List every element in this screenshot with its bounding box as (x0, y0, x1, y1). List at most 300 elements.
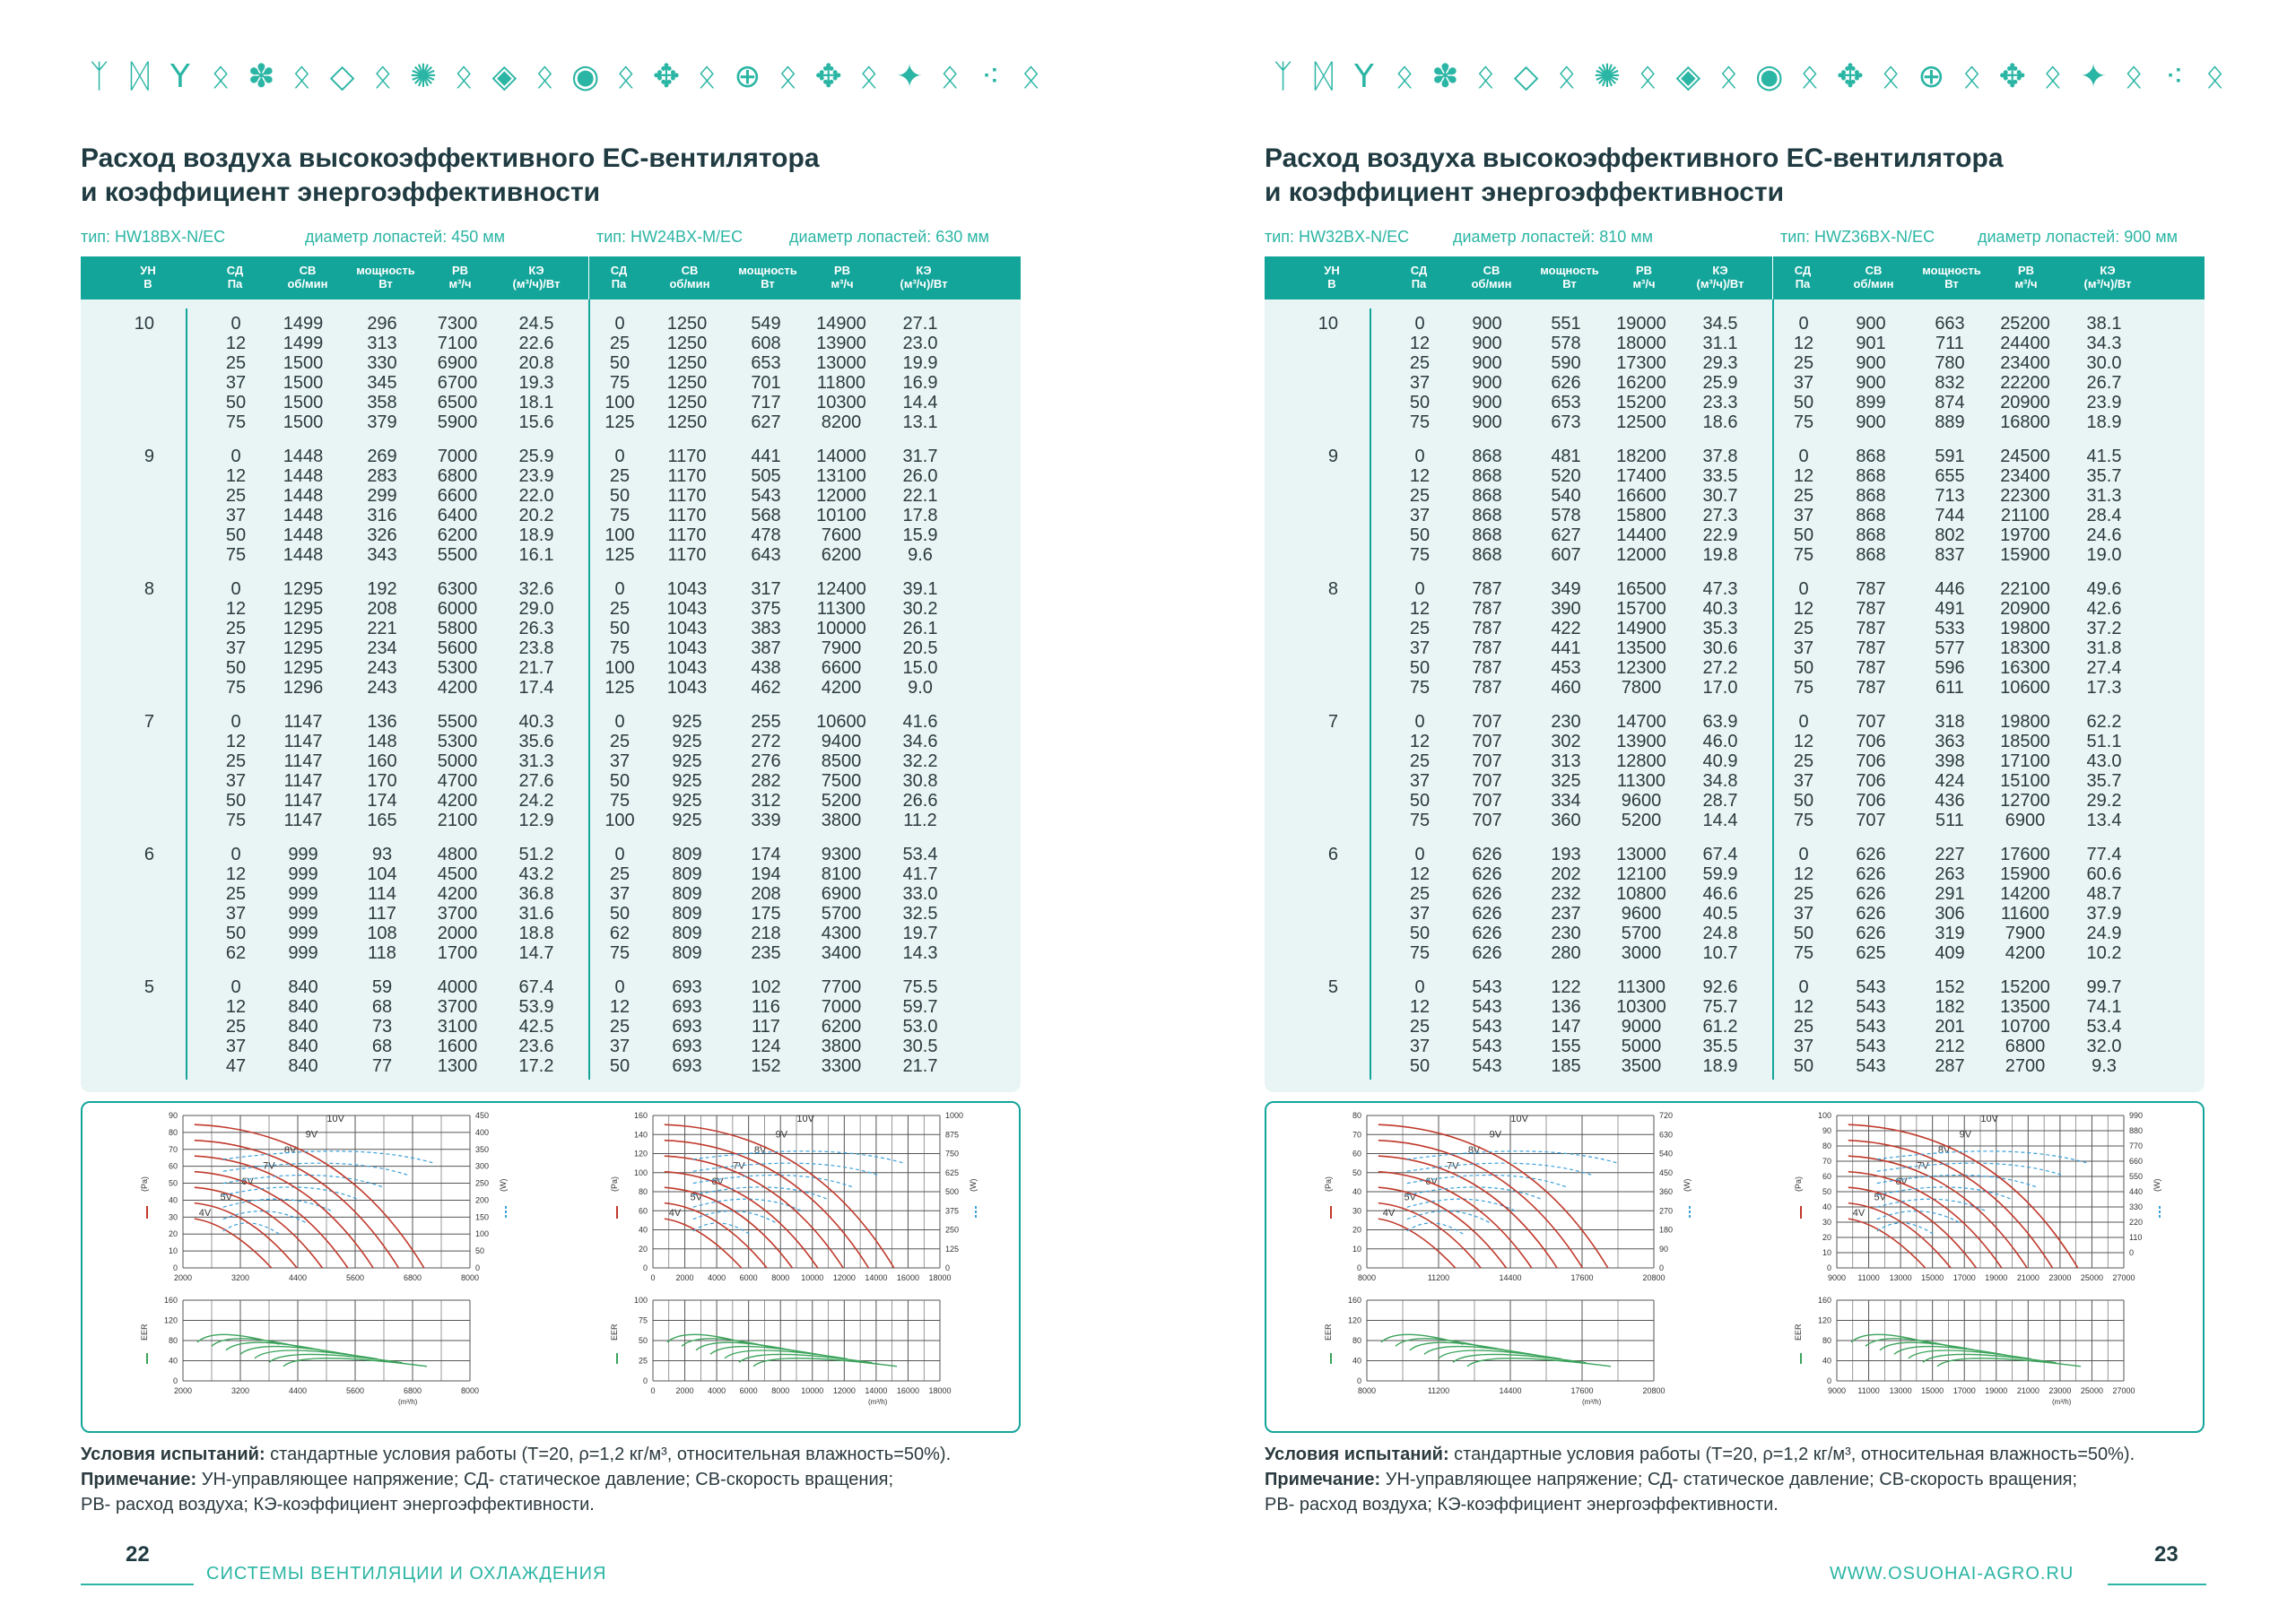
ornament-glyph: ᛟ (1638, 58, 1657, 95)
voltage-curve-label: 5V (220, 1192, 233, 1203)
ornament-glyph: ᛟ (778, 58, 798, 95)
col-rv: 25200 24400 23400 22200 20900 16800 (2000, 314, 2050, 432)
eer-x-tick-label: 25000 (2080, 1386, 2103, 1395)
y2-tick-label: 0 (475, 1263, 481, 1272)
x-tick-label: 4400 (288, 1273, 308, 1282)
x-tick-label: 16000 (896, 1273, 919, 1282)
voltage-label: 5 (144, 977, 154, 997)
eer-x-tick-label: 23000 (2048, 1386, 2072, 1395)
header-rv: РВ м³/ч (831, 264, 854, 291)
voltage-curve-label: 9V (1489, 1129, 1502, 1141)
eer-tick-label: 40 (168, 1356, 178, 1366)
col-ke: 62.2 51.1 43.0 35.7 29.2 13.4 (2086, 712, 2122, 830)
y2-tick-label: 875 (945, 1130, 960, 1140)
voltage-curve-label: 10V (796, 1114, 814, 1125)
y2-tick-label: 400 (475, 1127, 490, 1137)
col-sd: 0 25 37 50 75 100 (604, 712, 635, 830)
power-axis-label: (W) (2152, 1178, 2161, 1192)
voltage-label: 5 (1327, 977, 1338, 997)
chart-pressure-a (1266, 1103, 1733, 1431)
x-tick-label: 14400 (1499, 1273, 1522, 1282)
col-rv: 11300 10300 9000 5000 3500 (1616, 977, 1666, 1076)
col-sd: 0 12 25 37 50 75 (1793, 314, 1814, 432)
voltage-label: 8 (1327, 579, 1338, 599)
col-pw: 446 491 533 577 596 611 (1935, 579, 1965, 698)
page-23 (1148, 0, 2296, 1623)
voltage-label: 9 (1327, 447, 1338, 466)
col-sv: 787 787 787 787 787 787 (1856, 579, 1886, 698)
ornament-glyph: ✽ (1431, 58, 1459, 95)
x-tick-label: 6800 (403, 1273, 422, 1282)
x-tick-label: 3200 (230, 1273, 250, 1282)
x-tick-label: 27000 (2112, 1273, 2135, 1282)
eer-tick-label: 80 (1352, 1336, 1361, 1345)
voltage-label: 7 (1327, 712, 1338, 732)
col-sv: 1295 1295 1295 1295 1295 1296 (283, 579, 324, 698)
ornament-glyph: ◉ (1754, 58, 1784, 95)
power-curve (1877, 1187, 2011, 1199)
eer-axis-label: EER (1324, 1324, 1333, 1341)
col-ke: 49.6 42.6 37.2 31.8 27.4 17.3 (2086, 579, 2122, 698)
col-sv: 868 868 868 868 868 868 (1856, 447, 1886, 565)
voltage-curve-label: 7V (733, 1160, 745, 1172)
ornament-glyph: ✺ (1593, 58, 1622, 95)
y-tick-label: 90 (168, 1111, 178, 1120)
col-rv: 10600 9400 8500 7500 5200 3800 (816, 712, 866, 830)
x-tick-label: 8000 (460, 1273, 480, 1282)
x-tick-label: 11000 (1857, 1273, 1880, 1282)
eer-tick-label: 0 (1356, 1376, 1361, 1385)
voltage-curve-label: 9V (305, 1129, 318, 1141)
voltage-curve-label: 10V (326, 1114, 344, 1125)
y2-tick-label: 100 (475, 1229, 490, 1239)
y2-tick-label: 0 (2129, 1248, 2135, 1257)
ornament-glyph: Y (170, 58, 190, 95)
x-tick-label: 18000 (928, 1273, 952, 1282)
y-tick-label: 10 (1822, 1248, 1831, 1257)
voltage-curve-label: 6V (711, 1176, 724, 1188)
ornament-glyph: ✥ (814, 58, 842, 95)
voltage-curve-label: 10V (1980, 1114, 1998, 1125)
col-sv: 693 693 693 693 693 (672, 977, 702, 1076)
y-tick-label: 30 (1822, 1218, 1831, 1227)
voltage-label: 10 (1318, 314, 1338, 334)
y2-tick-label: 720 (1659, 1111, 1674, 1120)
col-sv: 999 999 999 999 999 999 (288, 845, 318, 963)
col-pw: 192 208 221 234 243 243 (367, 579, 397, 698)
eer-tick-label: 80 (1822, 1336, 1831, 1345)
voltage-group (81, 977, 1021, 1092)
col-pw: 318 363 398 424 436 511 (1935, 712, 1965, 830)
col-rv: 4000 3700 3100 1600 1300 (437, 977, 478, 1076)
eer-axis-label: EER (610, 1324, 619, 1341)
col-ke: 40.3 35.6 31.3 27.6 24.2 12.9 (518, 712, 554, 830)
unit-label: (m³/h) (398, 1398, 418, 1406)
y-tick-label: 30 (168, 1212, 178, 1222)
y2-tick-label: 220 (2129, 1218, 2144, 1227)
col-rv: 15200 13500 10700 6800 2700 (2000, 977, 2050, 1076)
power-curve (223, 1199, 332, 1211)
eer-x-tick-label: 2000 (675, 1386, 694, 1395)
header-sd: СД Па (610, 264, 628, 291)
chart-pressure-b (1736, 1103, 2203, 1431)
page-title: Расход воздуха высокоэффективного ЕС-вентилятора и коэффициент энергоэффективности (1265, 143, 2004, 207)
ornament-glyph: ᛟ (535, 58, 555, 95)
header-ke: КЭ (м³/ч)/Вт (512, 264, 561, 291)
ornament-glyph: ᛟ (1475, 58, 1496, 95)
x-tick-label: 0 (650, 1273, 656, 1282)
col-rv: 6300 6000 5800 5600 5300 4200 (437, 579, 478, 698)
header-power: мощность Вт (1922, 264, 1981, 291)
power-curve (693, 1199, 802, 1211)
voltage-curve-label: 4V (1382, 1208, 1396, 1219)
divider (1772, 256, 1773, 299)
col-sv: 1147 1147 1147 1147 1147 1147 (283, 712, 323, 830)
col-sd: 0 12 25 37 50 75 (1793, 845, 1814, 963)
voltage-curve-label: 7V (1917, 1160, 1929, 1172)
voltage-curve-label: 8V (283, 1145, 297, 1157)
col-sd: 0 12 25 37 50 (1793, 977, 1814, 1076)
ornament-glyph: ᛟ (697, 58, 717, 95)
col-pw: 549 608 653 701 717 627 (751, 314, 781, 432)
eer-x-tick-label: 16000 (896, 1386, 919, 1395)
eer-tick-label: 120 (1817, 1315, 1831, 1325)
col-sd: 0 12 25 37 50 75 (1793, 712, 1814, 830)
x-tick-label: 11200 (1427, 1273, 1450, 1282)
eer-x-tick-label: 10000 (801, 1386, 824, 1395)
header-sv: СВ об/мин (287, 264, 328, 291)
col-rv: 9300 8100 6900 5700 4300 3400 (821, 845, 862, 963)
y2-tick-label: 750 (945, 1149, 960, 1159)
type-a: тип: HW18BX-N/EC (81, 228, 226, 246)
y2-tick-label: 0 (1659, 1263, 1665, 1272)
col-ke: 99.7 74.1 53.4 32.0 9.3 (2086, 977, 2122, 1076)
col-pw: 152 182 201 212 287 (1935, 977, 1965, 1076)
col-ke: 51.2 43.2 36.8 31.6 18.8 14.7 (518, 845, 554, 963)
voltage-curve-label: 6V (1425, 1176, 1438, 1188)
eer-tick-label: 0 (1826, 1376, 1831, 1385)
col-pw: 230 302 313 325 334 360 (1551, 712, 1581, 830)
col-sv: 1499 1499 1500 1500 1500 1500 (283, 314, 324, 432)
ornament-glyph: ᛟ (291, 58, 312, 95)
col-sd: 0 12 25 37 50 75 (225, 712, 247, 830)
type-b: тип: HW24BX-M/EC (596, 228, 744, 246)
power-curve (1407, 1187, 1541, 1199)
voltage-curve-label: 8V (1937, 1145, 1951, 1157)
ornament-glyph: ᛟ (1021, 58, 1041, 95)
y-tick-label: 20 (638, 1244, 648, 1254)
y-tick-label: 70 (168, 1144, 178, 1154)
col-ke: 63.9 46.0 40.9 34.8 28.7 14.4 (1702, 712, 1738, 830)
col-sv: 543 543 543 543 543 (1856, 977, 1886, 1076)
col-sv: 809 809 809 809 809 809 (672, 845, 702, 963)
col-rv: 22100 20900 19800 18300 16300 10600 (2000, 579, 2050, 698)
y-tick-label: 20 (1352, 1225, 1361, 1235)
eer-tick-label: 160 (1817, 1296, 1831, 1305)
y-tick-label: 80 (638, 1187, 648, 1196)
voltage-curve-label: 9V (1959, 1129, 1972, 1141)
col-ke: 37.8 33.5 30.7 27.3 22.9 19.8 (1702, 447, 1738, 565)
eer-x-tick-label: 6000 (739, 1386, 758, 1395)
header-un: УН В (1324, 264, 1340, 291)
col-rv: 12400 11300 10000 7900 6600 4200 (816, 579, 866, 698)
eer-tick-label: 80 (168, 1336, 178, 1345)
voltage-curve-label: 4V (668, 1208, 682, 1219)
voltage-label: 7 (144, 712, 154, 732)
ornament-glyph: ✦ (2079, 58, 2108, 95)
voltage-label: 6 (1327, 845, 1338, 864)
x-tick-label: 10000 (801, 1273, 824, 1282)
y2-tick-label: 125 (945, 1244, 960, 1254)
eer-tick-label: 0 (172, 1376, 178, 1385)
page-number: 22 (126, 1542, 150, 1567)
x-tick-label: 8000 (771, 1273, 790, 1282)
y-tick-label: 0 (1356, 1263, 1361, 1272)
voltage-curve-label: 4V (198, 1208, 212, 1219)
y2-tick-label: 630 (1659, 1130, 1674, 1140)
y-tick-label: 100 (633, 1167, 648, 1177)
col-sd: 0 12 25 37 50 75 (1793, 447, 1814, 565)
ornament-row (1265, 56, 2233, 99)
col-pw: 317 375 383 387 438 462 (751, 579, 781, 698)
voltage-group (1265, 977, 2205, 1092)
col-pw: 102 116 117 124 152 (751, 977, 781, 1076)
x-tick-label: 23000 (2048, 1273, 2072, 1282)
x-tick-label: 2000 (675, 1273, 694, 1282)
col-sd: 0 12 25 37 50 75 (1793, 579, 1814, 698)
data-table (1265, 256, 2205, 1092)
ornament-glyph: ⊕ (734, 58, 761, 95)
col-rv: 17600 15900 14200 11600 7900 4200 (2000, 845, 2050, 963)
eer-x-tick-label: 0 (650, 1386, 656, 1395)
eer-x-tick-label: 19000 (1985, 1386, 2008, 1395)
y2-tick-label: 250 (475, 1178, 490, 1188)
y-tick-label: 0 (642, 1263, 648, 1272)
y2-tick-label: 0 (945, 1263, 951, 1272)
y2-tick-label: 375 (945, 1206, 960, 1216)
col-sd: 0 12 25 37 50 62 (225, 845, 247, 963)
y-tick-label: 80 (168, 1127, 178, 1137)
ornament-glyph: ᛟ (2205, 58, 2225, 95)
y2-tick-label: 350 (475, 1144, 490, 1154)
voltage-group (1265, 447, 2205, 572)
voltage-label: 9 (144, 447, 154, 466)
y-tick-label: 100 (1817, 1111, 1831, 1120)
power-axis-label: (W) (499, 1178, 508, 1192)
eer-x-tick-label: 27000 (2112, 1386, 2135, 1395)
x-tick-label: 14000 (865, 1273, 888, 1282)
voltage-group (1265, 845, 2205, 970)
col-rv: 7000 6800 6600 6400 6200 5500 (437, 447, 478, 565)
y2-tick-label: 880 (2129, 1126, 2144, 1135)
eer-x-tick-label: 15000 (1921, 1386, 1944, 1395)
col-ke: 47.3 40.3 35.3 30.6 27.2 17.0 (1702, 579, 1738, 698)
col-sv: 900 900 900 900 900 900 (1472, 314, 1502, 432)
col-ke: 53.4 41.7 33.0 32.5 19.7 14.3 (902, 845, 938, 963)
col-sv: 543 543 543 543 543 (1472, 977, 1502, 1076)
col-sd: 0 12 25 37 50 75 (225, 447, 247, 565)
y-tick-label: 80 (1822, 1141, 1831, 1150)
power-axis-label: (W) (969, 1178, 978, 1192)
notes: Условия испытаний: стандартные условия работы (T=20, ρ=1,2 кг/м³, относительная влажность=50%). Примечание: УН-управляющее напряжение; СД- статическое давление; СВ-скорость вращения; РВ- расход воздуха; КЭ-коэффициент энергоэффективности. (1265, 1445, 2135, 1515)
col-ke: 27.1 23.0 19.9 16.9 14.4 13.1 (902, 314, 938, 432)
eer-tick-label: 100 (633, 1296, 648, 1305)
power-curve (1407, 1211, 1490, 1223)
y-tick-label: 20 (168, 1229, 178, 1239)
y-tick-label: 50 (168, 1178, 178, 1188)
col-sd: 0 12 25 37 50 (609, 977, 631, 1076)
col-pw: 174 194 208 175 218 235 (751, 845, 781, 963)
y2-tick-label: 150 (475, 1212, 490, 1222)
col-ke: 34.5 31.1 29.3 25.9 23.3 18.6 (1702, 314, 1738, 432)
ornament-glyph: ⊕ (1918, 58, 1945, 95)
header-rv: РВ м³/ч (1632, 264, 1656, 291)
chart-panel (81, 1101, 1021, 1433)
ornament-glyph: ᛞ (1313, 58, 1334, 95)
y-tick-label: 40 (638, 1225, 648, 1235)
eer-x-tick-label: 20800 (1642, 1386, 1665, 1395)
ornament-glyph: ᛟ (2124, 58, 2144, 95)
voltage-curve-label: 5V (1404, 1192, 1417, 1203)
y-tick-label: 30 (1352, 1206, 1361, 1216)
col-pw: 349 390 422 441 453 460 (1551, 579, 1581, 698)
col-sv: 787 787 787 787 787 787 (1472, 579, 1502, 698)
unit-label: (m³/h) (1582, 1398, 1602, 1406)
col-sv: 840 840 840 840 840 (288, 977, 318, 1076)
y-tick-label: 90 (1822, 1126, 1831, 1135)
ornament-glyph: ᛟ (616, 58, 636, 95)
power-curve (693, 1187, 827, 1199)
eer-curve (1937, 1358, 2081, 1367)
ornament-row (81, 56, 1049, 99)
voltage-curve-label: 6V (241, 1176, 254, 1188)
col-rv: 5500 5300 5000 4700 4200 2100 (437, 712, 478, 830)
col-ke: 67.4 59.9 46.6 40.5 24.8 10.7 (1702, 845, 1738, 963)
y-tick-label: 140 (633, 1130, 648, 1140)
col-sv: 1250 1250 1250 1250 1250 1250 (666, 314, 708, 432)
ornament-glyph: ◇ (1513, 58, 1539, 95)
y2-tick-label: 330 (2129, 1202, 2144, 1211)
y2-tick-label: 550 (2129, 1172, 2144, 1181)
y-tick-label: 40 (1352, 1187, 1361, 1196)
col-sv: 925 925 925 925 925 925 (672, 712, 702, 830)
y2-tick-label: 990 (2129, 1111, 2144, 1120)
ornament-glyph: Y (1353, 58, 1374, 95)
footer-url[interactable]: WWW.OSUOHAI-AGRO.RU (1830, 1564, 2074, 1584)
power-curve (693, 1211, 776, 1223)
col-ke: 77.4 60.6 48.7 37.9 24.9 10.2 (2086, 845, 2122, 963)
header-ke: КЭ (м³/ч)/Вт (1696, 264, 1744, 291)
voltage-curve-label: 7V (263, 1160, 275, 1172)
eer-curve (1467, 1358, 1611, 1367)
x-tick-label: 20800 (1642, 1273, 1665, 1282)
header-ke: КЭ (м³/ч)/Вт (900, 264, 948, 291)
eer-x-tick-label: 8000 (771, 1386, 790, 1395)
y-tick-label: 10 (168, 1246, 178, 1256)
y2-tick-label: 180 (1659, 1225, 1674, 1235)
y-tick-label: 60 (638, 1206, 648, 1216)
col-sv: 707 707 707 707 707 707 (1472, 712, 1502, 830)
col-pw: 122 136 147 155 185 (1551, 977, 1581, 1076)
col-ke: 25.9 23.9 22.0 20.2 18.9 16.1 (518, 447, 554, 565)
power-curve (1877, 1199, 1986, 1211)
type-b: тип: HWZ36BX-N/EC (1780, 228, 1935, 246)
col-rv: 18200 17400 16600 15800 14400 12000 (1616, 447, 1666, 565)
x-tick-label: 15000 (1921, 1273, 1944, 1282)
eer-x-tick-label: 6800 (403, 1386, 422, 1395)
col-rv: 16500 15700 14900 13500 12300 7800 (1616, 579, 1666, 698)
col-sd: 0 25 50 75 100 125 (604, 314, 635, 432)
chart-pressure-b (552, 1103, 1019, 1431)
diameter-a: диаметр лопастей: 810 мм (1453, 228, 1653, 246)
ornament-glyph: ᛟ (1881, 58, 1900, 95)
eer-x-tick-label: 18000 (928, 1386, 952, 1395)
y2-tick-label: 90 (1659, 1244, 1669, 1254)
y-tick-label: 0 (1826, 1263, 1831, 1272)
eer-tick-label: 120 (1347, 1315, 1361, 1325)
notes: Условия испытаний: стандартные условия работы (T=20, ρ=1,2 кг/м³, относительная влажность=50%). Примечание: УН-управляющее напряжение; СД- статическое давление; СВ-скорость вращения; РВ- расход воздуха; КЭ-коэффициент энергоэффективности. (81, 1445, 952, 1515)
x-tick-label: 8000 (1357, 1273, 1377, 1282)
voltage-label: 6 (144, 845, 154, 864)
x-tick-label: 17000 (1952, 1273, 1976, 1282)
eer-x-tick-label: 4000 (708, 1386, 726, 1395)
power-curve (223, 1151, 433, 1163)
type-a: тип: HW32BX-N/EC (1265, 228, 1410, 246)
col-ke: 41.6 34.6 32.2 30.8 26.6 11.2 (902, 712, 938, 830)
voltage-group (81, 579, 1021, 705)
eer-tick-label: 75 (638, 1315, 648, 1325)
page-title: Расход воздуха высокоэффективного ЕС-вентилятора и коэффициент энергоэффективности (81, 143, 820, 207)
voltage-curve-label: 8V (753, 1145, 767, 1157)
y2-tick-label: 50 (475, 1246, 485, 1256)
ornament-glyph: ✥ (1998, 58, 2026, 95)
col-pw: 59 68 73 68 77 (371, 977, 393, 1076)
voltage-curve-label: 7V (1447, 1160, 1459, 1172)
y2-tick-label: 270 (1659, 1206, 1674, 1216)
ornament-glyph: ✽ (248, 58, 275, 95)
pressure-curve (1848, 1156, 2027, 1268)
type-line (81, 228, 1021, 251)
col-rv: 14900 13900 13000 11800 10300 8200 (816, 314, 866, 432)
header-sv: СВ об/мин (1471, 264, 1512, 291)
col-sd: 0 12 25 37 50 75 (1409, 579, 1431, 698)
col-sv: 868 868 868 868 868 868 (1472, 447, 1502, 565)
eer-x-tick-label: 11000 (1857, 1386, 1880, 1395)
voltage-label: 8 (144, 579, 154, 599)
voltage-group (1265, 314, 2205, 439)
col-sv: 1043 1043 1043 1043 1043 1043 (666, 579, 708, 698)
voltage-group (1265, 579, 2205, 705)
eer-tick-label: 40 (1352, 1356, 1361, 1366)
footer-line (2108, 1584, 2206, 1585)
eer-x-tick-label: 3200 (230, 1386, 250, 1395)
voltage-label: 10 (134, 314, 154, 334)
y2-tick-label: 300 (475, 1161, 490, 1171)
eer-x-tick-label: 13000 (1889, 1386, 1912, 1395)
voltage-group (81, 712, 1021, 838)
col-sd: 0 25 37 50 62 75 (609, 845, 631, 963)
x-tick-label: 4000 (708, 1273, 726, 1282)
col-pw: 255 272 276 282 312 339 (751, 712, 781, 830)
ornament-glyph: ᛟ (1961, 58, 1982, 95)
y-tick-label: 50 (1822, 1187, 1831, 1196)
unit-label: (m³/h) (868, 1398, 888, 1406)
y2-tick-label: 450 (475, 1111, 490, 1120)
ornament-glyph: ◇ (329, 58, 355, 95)
col-sd: 0 12 25 37 50 75 (1409, 447, 1431, 565)
eer-x-tick-label: 2000 (173, 1386, 193, 1395)
footer-line (81, 1584, 194, 1585)
